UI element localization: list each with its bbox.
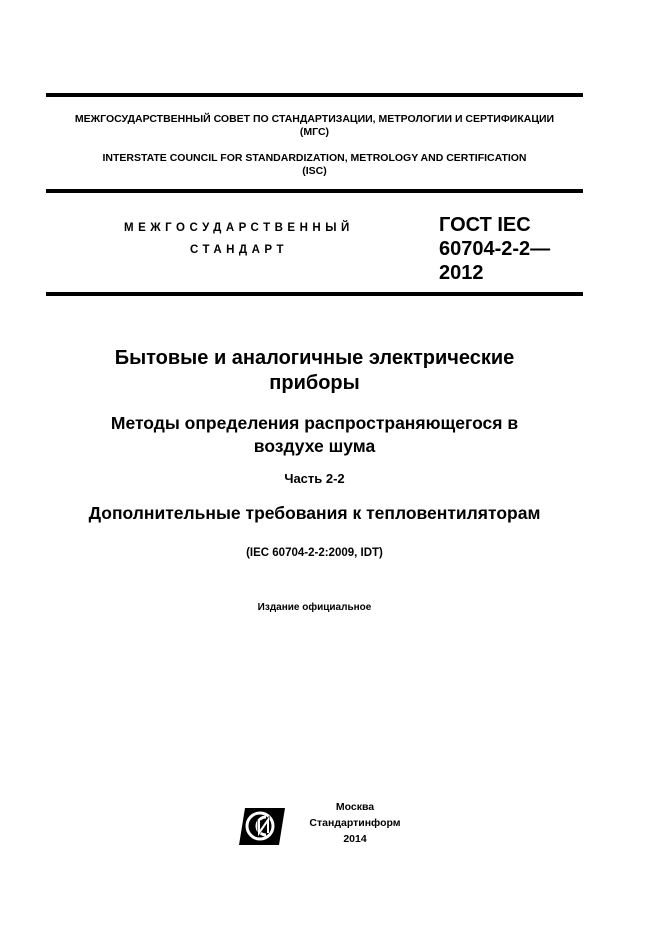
top-rule — [46, 93, 583, 97]
edition-note: Издание официальное — [257, 602, 372, 613]
subtitle-line2: воздухе шума — [253, 436, 376, 456]
council-ru-abbr: (МГС) — [299, 126, 330, 138]
iec-reference: (IEC 60704-2-2:2009, IDT) — [246, 547, 383, 559]
main-title-line1: Бытовые и аналогичные электрические — [114, 347, 515, 369]
gost-line3: 2012 — [439, 262, 484, 284]
part-title: Дополнительные требования к тепловентиляторам — [88, 503, 541, 523]
gost-designation — [439, 213, 550, 285]
part-number: Часть 2-2 — [284, 471, 345, 486]
publisher-city: Москва — [335, 801, 375, 813]
main-title-line2: приборы — [269, 372, 360, 394]
council-en-abbr: (ISC) — [302, 165, 327, 177]
gost-line2: 60704-2-2— — [439, 238, 551, 260]
council-ru-name: МЕЖГОСУДАРСТВЕННЫЙ СОВЕТ ПО СТАНДАРТИЗАЦИИ, МЕТРОЛОГИИ И СЕРТИФИКАЦИИ — [74, 113, 555, 125]
publisher-year: 2014 — [343, 833, 367, 845]
council-en — [46, 152, 583, 178]
middle-rule — [46, 189, 583, 193]
council-en-name: INTERSTATE COUNCIL FOR STANDARDIZATION, METROLOGY AND CERTIFICATION — [102, 152, 527, 164]
publisher-info — [303, 799, 407, 847]
subtitle-line1: Методы определения распространяющегося в — [110, 413, 519, 433]
publisher-name: Стандартинформ — [309, 817, 401, 829]
standard-type-line1: МЕЖГОСУДАРСТВЕННЫЙ — [124, 222, 354, 234]
gost-line1: ГОСТ IEC — [439, 214, 531, 236]
main-title — [46, 346, 583, 396]
standard-type-line2: СТАНДАРТ — [190, 244, 288, 256]
council-ru — [46, 113, 583, 139]
bottom-rule — [46, 292, 583, 296]
standartinform-logo-icon — [235, 802, 287, 848]
subtitle — [46, 412, 583, 458]
